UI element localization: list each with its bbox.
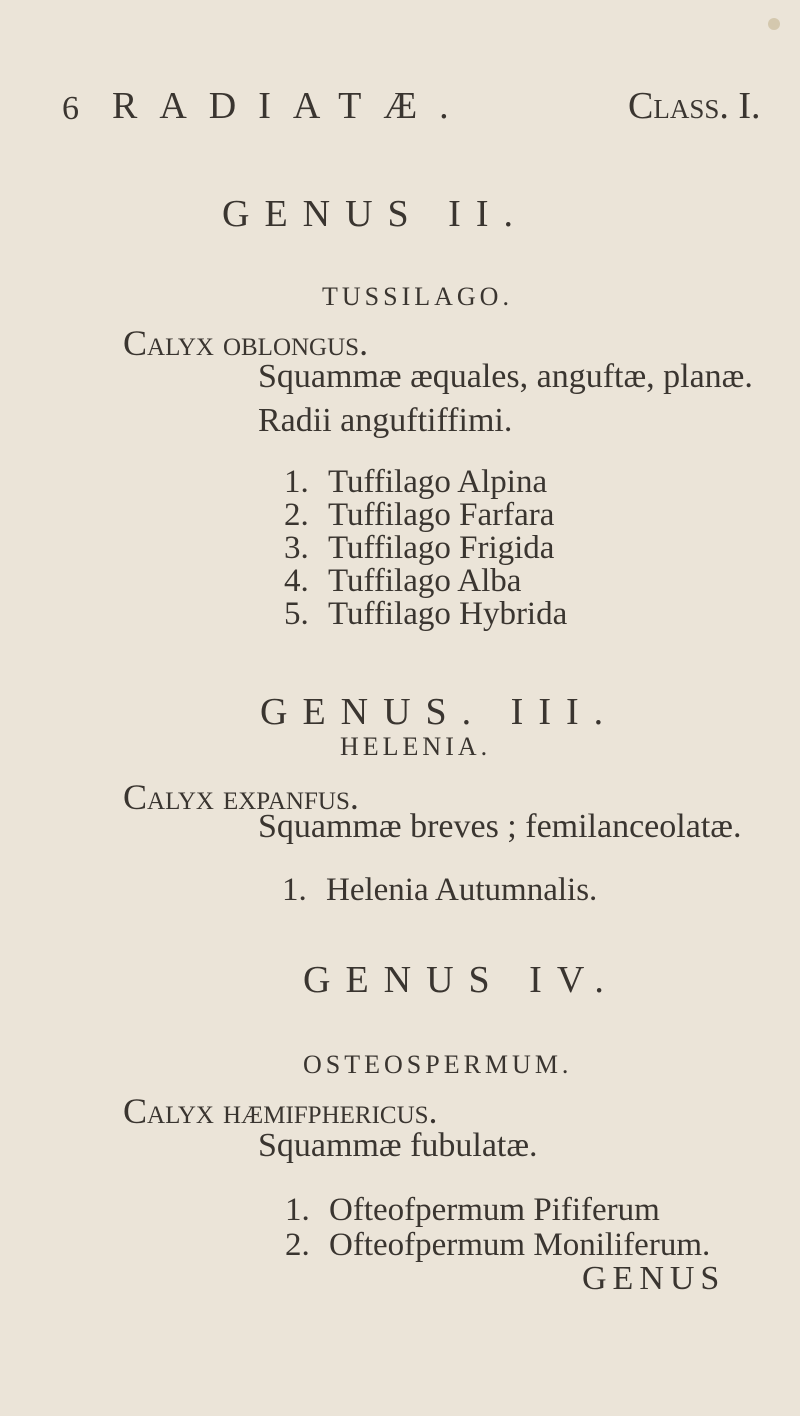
calyx-text: Calyx oblongus. bbox=[123, 323, 369, 363]
page-number: 6 bbox=[62, 90, 79, 127]
species-item bbox=[285, 1227, 710, 1264]
species-name: Ofteofpermum Pififerum bbox=[329, 1192, 660, 1228]
species-number: 2. bbox=[284, 497, 309, 533]
description-line: Squammæ fubulatæ. bbox=[258, 1127, 538, 1164]
genus-heading: GENUS. III. bbox=[260, 691, 619, 733]
genus-heading: GENUS II. bbox=[222, 193, 528, 235]
species-name: Helenia Autumnalis. bbox=[326, 872, 598, 908]
genus-name: HELENIA. bbox=[340, 732, 492, 761]
species-item bbox=[284, 497, 554, 534]
calyx-text: Calyx hæmifphericus. bbox=[123, 1091, 438, 1131]
species-item bbox=[284, 464, 547, 501]
species-name: Ofteofpermum Moniliferum. bbox=[329, 1227, 711, 1263]
species-number: 5. bbox=[284, 596, 309, 632]
description-line: Squammæ breves ; femilanceolatæ. bbox=[258, 808, 742, 845]
species-number: 1. bbox=[285, 1192, 310, 1228]
calyx-description bbox=[123, 1090, 438, 1132]
species-item bbox=[285, 1192, 660, 1229]
ink-blot bbox=[768, 18, 780, 30]
species-name: Tuffilago Hybrida bbox=[328, 596, 568, 632]
genus-heading: GENUS IV. bbox=[303, 959, 619, 1001]
catchword: GENUS bbox=[582, 1260, 726, 1297]
genus-name: TUSSILAGO. bbox=[322, 282, 513, 311]
species-item bbox=[284, 596, 567, 633]
species-name: Tuffilago Frigida bbox=[328, 530, 555, 566]
calyx-text: Calyx expanfus. bbox=[123, 777, 359, 817]
species-number: 3. bbox=[284, 530, 309, 566]
species-number: 1. bbox=[284, 464, 309, 500]
description-line: Squammæ æquales, anguftæ, planæ. bbox=[258, 358, 753, 395]
running-class-label: Class. I. bbox=[628, 85, 761, 127]
species-number: 2. bbox=[285, 1227, 310, 1263]
species-number: 1. bbox=[282, 872, 307, 908]
genus-name: OSTEOSPERMUM. bbox=[303, 1050, 573, 1079]
species-name: Tuffilago Alpina bbox=[328, 464, 548, 500]
species-item bbox=[284, 563, 521, 600]
species-name: Tuffilago Alba bbox=[328, 563, 522, 599]
running-title: RADIATÆ. bbox=[112, 85, 471, 127]
description-line: Radii anguftiffimi. bbox=[258, 402, 513, 439]
species-item bbox=[282, 872, 597, 909]
species-item bbox=[284, 530, 554, 567]
species-name: Tuffilago Farfara bbox=[328, 497, 555, 533]
species-number: 4. bbox=[284, 563, 309, 599]
